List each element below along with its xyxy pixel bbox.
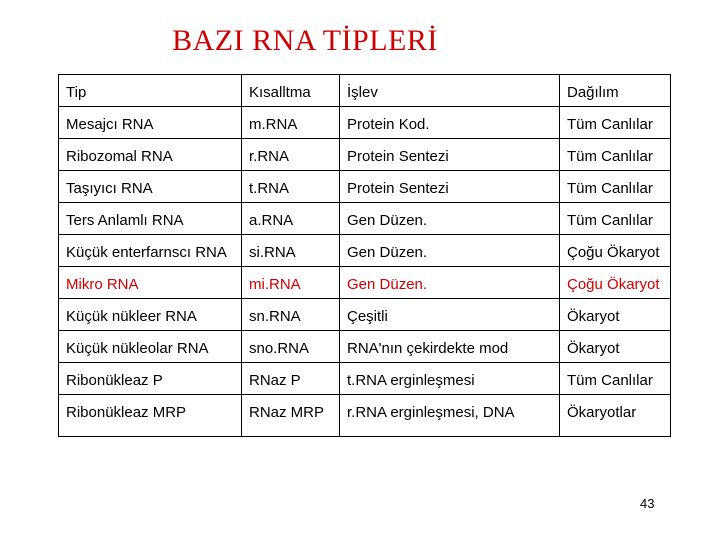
- cell-tip: Ters Anlamlı RNA: [59, 203, 242, 235]
- cell-dagilim: Ökaryot: [560, 331, 671, 363]
- cell-islev: Gen Düzen.: [340, 267, 560, 299]
- cell-dagilim: Tüm Canlılar: [560, 139, 671, 171]
- cell-tip: Mikro RNA: [59, 267, 242, 299]
- header-islev: İşlev: [340, 75, 560, 107]
- cell-tip: Taşıyıcı RNA: [59, 171, 242, 203]
- cell-kisaltma: RNaz MRP: [242, 395, 340, 437]
- cell-tip: Ribonükleaz P: [59, 363, 242, 395]
- cell-islev: Protein Sentezi: [340, 171, 560, 203]
- table-row: [59, 203, 671, 235]
- cell-kisaltma: sno.RNA: [242, 331, 340, 363]
- cell-kisaltma: m.RNA: [242, 107, 340, 139]
- cell-kisaltma: si.RNA: [242, 235, 340, 267]
- cell-islev: Protein Sentezi: [340, 139, 560, 171]
- cell-dagilim: Tüm Canlılar: [560, 363, 671, 395]
- cell-tip: Küçük enterfarnscı RNA: [59, 235, 242, 267]
- cell-kisaltma: sn.RNA: [242, 299, 340, 331]
- cell-islev: RNA'nın çekirdekte mod: [340, 331, 560, 363]
- cell-tip: Küçük nükleolar RNA: [59, 331, 242, 363]
- cell-tip: Küçük nükleer RNA: [59, 299, 242, 331]
- cell-tip: Mesajcı RNA: [59, 107, 242, 139]
- cell-dagilim: Ökaryotlar: [560, 395, 671, 437]
- cell-dagilim: Çoğu Ökaryot: [560, 235, 671, 267]
- rna-types-table: [58, 74, 671, 437]
- cell-kisaltma: RNaz P: [242, 363, 340, 395]
- cell-islev: r.RNA erginleşmesi, DNA: [340, 395, 560, 437]
- cell-tip: Ribonükleaz MRP: [59, 395, 242, 437]
- cell-islev: t.RNA erginleşmesi: [340, 363, 560, 395]
- table-row: [59, 107, 671, 139]
- table-row: [59, 331, 671, 363]
- cell-islev: Gen Düzen.: [340, 203, 560, 235]
- slide-title: BAZI RNA TİPLERİ: [172, 24, 438, 57]
- table-row: [59, 363, 671, 395]
- cell-islev: Protein Kod.: [340, 107, 560, 139]
- cell-kisaltma: a.RNA: [242, 203, 340, 235]
- page-number: 43: [640, 496, 655, 511]
- cell-dagilim: Çoğu Ökaryot: [560, 267, 671, 299]
- cell-dagilim: Ökaryot: [560, 299, 671, 331]
- cell-islev: Çeşitli: [340, 299, 560, 331]
- cell-dagilim: Tüm Canlılar: [560, 107, 671, 139]
- table-header-row: [59, 75, 671, 107]
- cell-islev: Gen Düzen.: [340, 235, 560, 267]
- table-row: [59, 395, 671, 437]
- table-row: [59, 235, 671, 267]
- header-kisaltma: Kısalltma: [242, 75, 340, 107]
- cell-tip: Ribozomal RNA: [59, 139, 242, 171]
- cell-kisaltma: mi.RNA: [242, 267, 340, 299]
- table-body: [59, 75, 671, 437]
- table-row: [59, 267, 671, 299]
- table-row: [59, 299, 671, 331]
- cell-kisaltma: t.RNA: [242, 171, 340, 203]
- cell-dagilim: Tüm Canlılar: [560, 203, 671, 235]
- cell-dagilim: Tüm Canlılar: [560, 171, 671, 203]
- table-row: [59, 139, 671, 171]
- header-tip: Tip: [59, 75, 242, 107]
- table-row: [59, 171, 671, 203]
- cell-kisaltma: r.RNA: [242, 139, 340, 171]
- header-dagilim: Dağılım: [560, 75, 671, 107]
